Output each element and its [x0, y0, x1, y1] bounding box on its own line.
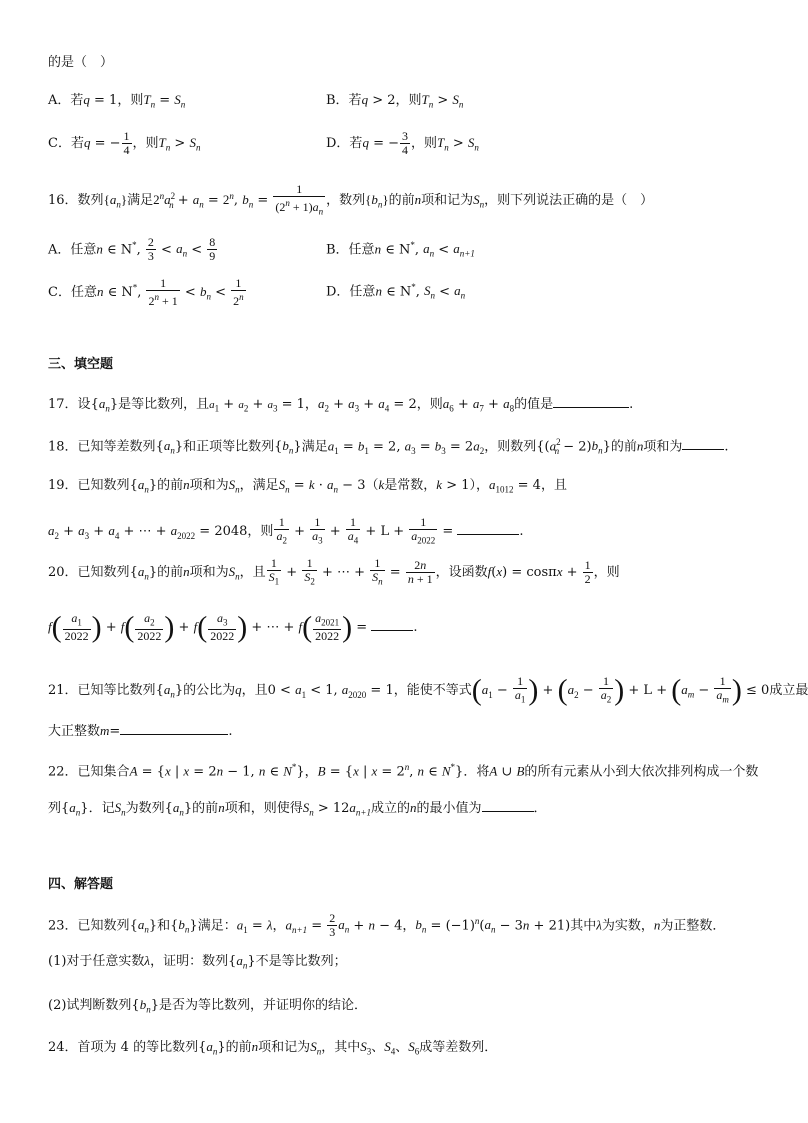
section-heading-answers: 四、解答题	[48, 877, 114, 892]
q18: 18．已知等差数列$\{a_n\}$和正项等比数列$\{b_n\}$满足$a_1 = b_1 = 2$, $a_3 = b_3 = 2a_2$，则数列$\{(a^2_n - 2)b_n\}$的前n项和为 .	[48, 437, 729, 456]
q15-tail: 的是（ ）	[48, 55, 114, 70]
q22-line1: 22．已知集合A = {x | x = 2n − 1, n ∈ N*}，B = {x | $x = 2^n$, n ∈ N*}．将A ∪ B的所有元素从小到大依次排列构成一个数	[48, 762, 759, 780]
q24-stem: 24．首项为 4 的等比数列$\{a_n\}$的前n项和记为$S_n$，其中$S_3$、$S_4$、$S_6$成等差数列．	[48, 1039, 498, 1057]
q19-line2: $a_2 + a_3 + a_4$ + ⋯ + $a_{2022} = 2048$，则 $\frac{1}{a_2}$ + $\frac{1}{a_3}$ + $\frac{1}{a_4}$ + L + $\frac{1}{a_{2022}}$ = .	[48, 515, 524, 546]
q17: 17．设$\{a_n\}$是等比数列，且$a_1 + a_2 + a_3 = 1$，$a_2 + a_3 + a_4 = 2$，则$a_6 + a_7 + a_8$的值是 .	[48, 393, 633, 419]
q15-option-b: B．若q > 2，则$T_n > S_n$	[326, 92, 464, 110]
q21-line1: 21．已知等比数列$\{a_n\}$的公比为q，且$0 < a_1 < 1$, $a_{2020} = 1$，能使不等式($a_1$ − $\frac{1}{a_1}$ ) + ($a_2$ − $\frac{1}{a_2}$ ) + $L + (a_m$ − $\frac{1}{a_m}$ ) ≤ 0成立最	[48, 673, 808, 707]
q16-option-d: D．任意n ∈ N*, $S_n < a_n$	[326, 282, 466, 301]
q20-line2: f( $\frac{a_1}{2022}$ ) + f( $\frac{a_2}{2022}$ ) + f( $\frac{a_3}{2022}$ ) + ⋯ + f( $\frac{a_{2021}}{2022}$ ) = .	[48, 610, 418, 644]
q15-option-d: D．若q = − $\frac{3}{4}$ ，则$T_n > S_n$	[326, 129, 479, 157]
q16-option-b: B．任意n ∈ N*, $a_n < a_{n+1}$	[326, 240, 475, 259]
section-heading-fill-in: 三、填空题	[48, 357, 114, 372]
q19-line1: 19．已知数列$\{a_n\}$的前n项和为$S_n$，满足$S_n = k \cdot a_n - 3(k$是常数，k > 1），$a_{1012} = 4$，且	[48, 477, 567, 495]
q23-part1: (1)对于任意实数λ，证明：数列$\{a_n\}$不是等比数列；	[48, 953, 347, 971]
q23-part2: (2)试判断数列$\{b_n\}$是否为等比数列，并证明你的结论．	[48, 997, 367, 1015]
q22-line2: 列$\{a_n\}$．记$S_n$为数列$\{a_n\}$的前n项和，则使得$S_n > 12a_{n+1}$成立的n的最小值为 ．	[48, 797, 547, 823]
q16-stem: 16．数列$\{a_n\}$满足$2^na^2_n + a_n = 2^n$, $b_n$ = $\frac{1}{(2^n + 1)a_n}$ ，数列$\{b_n\}$的前n项和记为$S_n$，则下列说法正确的是（ ）	[48, 182, 654, 217]
q16-option-a: A．任意n ∈ N*, $\frac{2}{3}$ < $a_n$ < $\frac{8}{9}$	[48, 235, 216, 264]
q20-line1: 20．已知数列$\{a_n\}$的前n项和为$S_n$，且 $\frac{1}{S_1}$ + $\frac{1}{S_2}$ + ⋯ + $\frac{1}{S_n}$ = $\frac{2n}{n + 1}$ ，设函数f(x) = cosπx + $\frac{1}{2}$ ，则	[48, 556, 620, 587]
q21-line2: 大正整数m= .	[48, 720, 232, 742]
q16-option-c: C．任意n ∈ N*, $\frac{1}{2^n + 1}$ < $b_n$ < $\frac{1}{2^n}$	[48, 276, 244, 308]
q15-option-c: C．若q = − $\frac{1}{4}$ ，则$T_n > S_n$	[48, 129, 201, 157]
q15-option-a: A．若q = 1，则$T_n = S_n$	[48, 92, 186, 110]
q23-stem: 23．已知数列$\{a_n\}$和$\{b_n\}$满足：$a_1 = \lambda$，$a_{n+1}$ = $\frac{2}{3}$ $a_n + n - 4$，$b_n = (-1)^n(a_n - 3n + 21)$其中λ为实数，n为正整数．	[48, 911, 726, 940]
